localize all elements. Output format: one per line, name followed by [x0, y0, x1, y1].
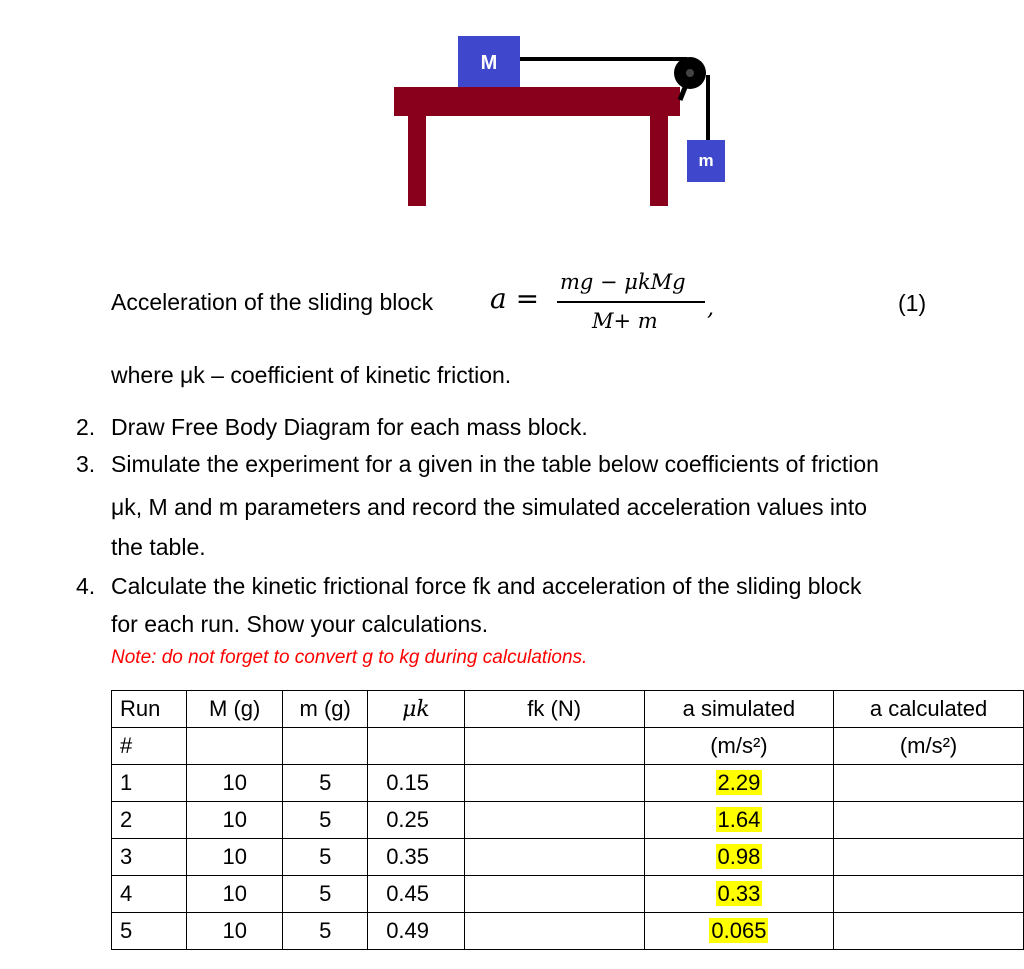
a-sim-value: 1.64 — [717, 807, 761, 832]
table-top — [394, 87, 680, 116]
cell-M: 10 — [187, 802, 283, 839]
cell-run: 4 — [112, 876, 187, 913]
cell-fk[interactable] — [464, 876, 644, 913]
cell-mu: 0.49 — [368, 913, 464, 950]
cell-a-sim — [644, 802, 833, 839]
cell-run: 5 — [112, 913, 187, 950]
cell-mu: 0.45 — [368, 876, 464, 913]
equation-numerator: mg − μkMg — [560, 270, 686, 294]
step-3-number: 3. — [76, 451, 96, 477]
cell-mu: 0.25 — [368, 802, 464, 839]
equation-lead: Acceleration of the sliding block — [111, 289, 434, 315]
equation-lhs: a = — [490, 282, 540, 315]
a-sim-value: 0.065 — [711, 918, 767, 943]
step-3-line-3: the table. — [111, 534, 206, 560]
cell-fk[interactable] — [464, 839, 644, 876]
table-header-subrow — [112, 728, 1024, 765]
cell-m: 5 — [283, 765, 368, 802]
header-a-calc-unit: (m/s²) — [834, 728, 1024, 765]
table-leg-right — [650, 116, 668, 206]
header-a-sim-unit: (m/s²) — [644, 728, 833, 765]
step-4-line-1: Calculate the kinetic frictional force fk and acceleration of the sliding block — [111, 573, 862, 599]
where-line: where μk – coefficient of kinetic friction. — [111, 362, 512, 388]
cell-M: 10 — [187, 765, 283, 802]
cell-fk[interactable] — [464, 802, 644, 839]
step-2-line-1: Draw Free Body Diagram for each mass block. — [111, 414, 588, 440]
cell-a-calc[interactable] — [834, 913, 1024, 950]
cell-M: 10 — [187, 913, 283, 950]
header-m: m (g) — [283, 691, 368, 728]
header-a-sim: a simulated — [644, 691, 833, 728]
header-M: M (g) — [187, 691, 283, 728]
cell-a-calc[interactable] — [834, 876, 1024, 913]
pulley-diagram — [380, 30, 740, 220]
cell-a-calc[interactable] — [834, 802, 1024, 839]
header-M-sub — [187, 728, 283, 765]
cell-run: 2 — [112, 802, 187, 839]
cell-a-calc[interactable] — [834, 839, 1024, 876]
header-run — [112, 691, 187, 728]
table-row — [112, 765, 1024, 802]
cell-m: 5 — [283, 913, 368, 950]
equation-denominator: M+ m — [592, 309, 658, 333]
cell-mu: 0.15 — [368, 765, 464, 802]
step-3-line-2: μk, M and m parameters and record the simulated acceleration values into — [111, 494, 868, 520]
a-sim-value: 0.98 — [717, 844, 761, 869]
header-run-sub: # — [112, 728, 187, 765]
table-header-row — [112, 691, 1024, 728]
note-text: Note: do not forget to convert g to kg during calculations. — [111, 647, 588, 668]
cell-run: 3 — [112, 839, 187, 876]
header-m-sub — [283, 728, 368, 765]
fraction-bar — [557, 301, 705, 303]
table-leg-left — [408, 116, 426, 206]
table-row — [112, 876, 1024, 913]
step-4-number: 4. — [76, 573, 96, 599]
block-m-label: m — [698, 151, 714, 170]
table-row — [112, 913, 1024, 950]
data-table — [111, 690, 1024, 950]
cell-a-calc[interactable] — [834, 765, 1024, 802]
cell-M: 10 — [187, 839, 283, 876]
step-4-line-2: for each run. Show your calculations. — [111, 611, 489, 637]
cell-m: 5 — [283, 802, 368, 839]
header-a-calc: a calculated — [834, 691, 1024, 728]
a-sim-value: 2.29 — [717, 770, 761, 795]
cell-m: 5 — [283, 876, 368, 913]
cell-fk[interactable] — [464, 765, 644, 802]
header-mu-sub — [368, 728, 464, 765]
cell-m: 5 — [283, 839, 368, 876]
cell-a-sim — [644, 913, 833, 950]
header-fk: fk (N) — [464, 691, 644, 728]
cell-a-sim — [644, 839, 833, 876]
cell-mu: 0.35 — [368, 839, 464, 876]
table-row — [112, 839, 1024, 876]
header-mu: μk — [368, 691, 464, 728]
header-run-label: Run — [120, 696, 161, 721]
block-M-label: M — [480, 52, 498, 74]
cell-run: 1 — [112, 765, 187, 802]
a-sim-value: 0.33 — [717, 881, 761, 906]
cell-a-sim — [644, 765, 833, 802]
cell-a-sim — [644, 876, 833, 913]
equation-comma: , — [707, 296, 714, 321]
cell-M: 10 — [187, 876, 283, 913]
step-2-number: 2. — [76, 414, 96, 440]
header-fk-sub — [464, 728, 644, 765]
table-row — [112, 802, 1024, 839]
equation-number: (1) — [898, 290, 927, 316]
cell-fk[interactable] — [464, 913, 644, 950]
step-3-line-1: Simulate the experiment for a given in the table below coefficients of friction — [111, 451, 879, 477]
